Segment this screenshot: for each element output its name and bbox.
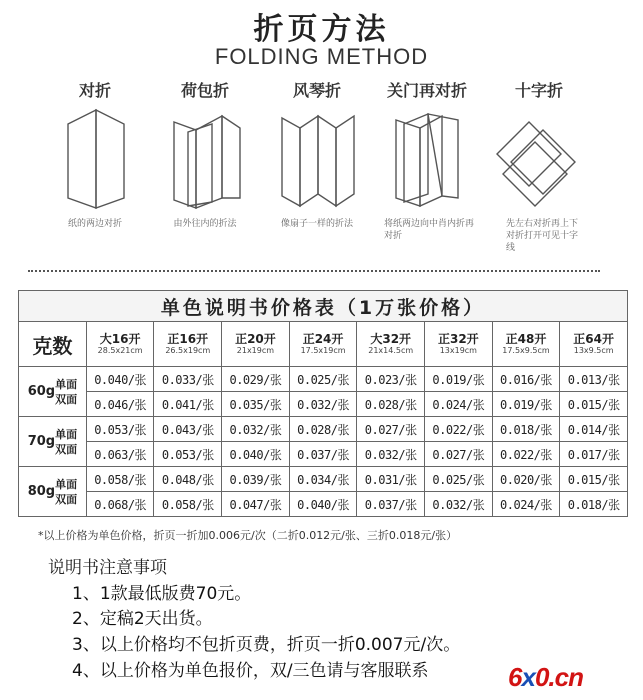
watermark-text: x xyxy=(521,662,535,692)
price-cell: 0.041/张 xyxy=(154,392,222,417)
method-name: 关门再对折 xyxy=(386,81,467,100)
price-cell: 0.025/张 xyxy=(289,367,357,392)
size-header xyxy=(492,322,560,367)
wallet-fold-icon xyxy=(160,102,250,214)
size-dim: 13x19cm xyxy=(439,346,477,355)
price-cell: 0.035/张 xyxy=(222,392,290,417)
method-desc: 纸的两边对折 xyxy=(67,219,122,229)
weight-cell xyxy=(19,367,87,417)
price-row xyxy=(19,442,628,467)
price-cell: 0.058/张 xyxy=(154,492,222,517)
size-header xyxy=(222,322,290,367)
price-cell: 0.034/张 xyxy=(289,467,357,492)
price-cell: 0.014/张 xyxy=(560,417,628,442)
size-header xyxy=(425,322,493,367)
method-desc: 先左右对折再上下对折打开可见十字线 xyxy=(506,219,579,253)
size-name: 大32开 xyxy=(370,332,412,346)
single-side-label: 单面 xyxy=(55,377,78,391)
price-cell: 0.028/张 xyxy=(289,417,357,442)
price-cell: 0.024/张 xyxy=(492,492,560,517)
price-cell: 0.019/张 xyxy=(492,392,560,417)
size-header xyxy=(357,322,425,367)
price-cell: 0.020/张 xyxy=(492,467,560,492)
size-dim: 13x9.5cm xyxy=(573,346,614,355)
weight-header: 克数 xyxy=(19,322,87,367)
price-cell: 0.018/张 xyxy=(560,492,628,517)
price-cell: 0.033/张 xyxy=(154,367,222,392)
method-desc: 像扇子一样的折法 xyxy=(280,219,353,229)
size-dim: 21x14.5cm xyxy=(368,346,414,355)
price-row xyxy=(19,392,628,417)
single-side-label: 单面 xyxy=(55,427,78,441)
half-fold-icon xyxy=(50,102,140,214)
price-cell: 0.013/张 xyxy=(560,367,628,392)
method-fold-half xyxy=(40,78,150,230)
single-side-label: 单面 xyxy=(55,477,78,491)
weight-label: 60g xyxy=(27,384,56,399)
price-cell: 0.025/张 xyxy=(425,467,493,492)
price-cell: 0.040/张 xyxy=(222,442,290,467)
method-desc: 由外往内的折法 xyxy=(173,219,237,229)
price-row xyxy=(19,492,628,517)
price-cell: 0.019/张 xyxy=(425,367,493,392)
price-cell: 0.032/张 xyxy=(289,392,357,417)
notice-title: 说明书注意事项 xyxy=(48,558,167,578)
double-side-label: 双面 xyxy=(55,442,78,456)
method-name: 十字折 xyxy=(514,81,563,100)
price-cell: 0.018/张 xyxy=(492,417,560,442)
notice-item: 3、以上价格均不包折页费，折页一折0.007元/次。 xyxy=(72,635,461,655)
size-header xyxy=(154,322,222,367)
notice-item: 1、1款最低版费70元。 xyxy=(72,584,252,604)
price-cell: 0.063/张 xyxy=(86,442,154,467)
price-cell: 0.032/张 xyxy=(222,417,290,442)
price-cell: 0.029/张 xyxy=(222,367,290,392)
method-name: 对折 xyxy=(78,81,111,100)
method-accordion-fold xyxy=(262,78,372,230)
size-dim: 17.5x9.5cm xyxy=(502,346,550,355)
size-name: 正48开 xyxy=(505,332,547,346)
price-cell: 0.037/张 xyxy=(289,442,357,467)
price-cell: 0.017/张 xyxy=(560,442,628,467)
side-labels xyxy=(55,477,77,507)
price-cell: 0.047/张 xyxy=(222,492,290,517)
size-name: 正16开 xyxy=(167,332,209,346)
price-cell: 0.027/张 xyxy=(425,442,493,467)
size-name: 大16开 xyxy=(99,332,141,346)
price-cell: 0.046/张 xyxy=(86,392,154,417)
side-labels xyxy=(55,377,77,407)
method-name: 荷包折 xyxy=(180,81,229,100)
page-subtitle: FOLDING METHOD xyxy=(214,44,429,69)
price-cell: 0.016/张 xyxy=(492,367,560,392)
price-note: *以上价格为单色价格，折页一折加0.006元/次（二折0.012元/张、三折0.018元/张） xyxy=(38,529,458,542)
size-name: 正24开 xyxy=(302,332,344,346)
method-gate-fold xyxy=(372,78,482,242)
size-dim: 26.5x19cm xyxy=(165,346,211,355)
double-side-label: 双面 xyxy=(55,492,78,506)
notice-item: 4、以上价格为单色报价，双/三色请与客服联系 xyxy=(72,661,429,681)
weight-cell xyxy=(19,467,87,517)
price-cell: 0.053/张 xyxy=(86,417,154,442)
cross-fold-icon xyxy=(489,102,589,214)
watermark-text: 0.cn xyxy=(534,662,583,692)
size-dim: 28.5x21cm xyxy=(97,346,143,355)
side-labels xyxy=(55,427,77,457)
price-cell: 0.027/张 xyxy=(357,417,425,442)
price-cell: 0.015/张 xyxy=(560,392,628,417)
price-cell: 0.015/张 xyxy=(560,467,628,492)
size-name: 正64开 xyxy=(573,332,614,346)
size-dim: 21x19cm xyxy=(236,346,275,355)
site-watermark xyxy=(508,662,583,693)
accordion-fold-icon xyxy=(272,102,362,214)
price-cell: 0.022/张 xyxy=(492,442,560,467)
price-body xyxy=(19,367,628,517)
page-title: 折页方法 xyxy=(253,12,390,47)
watermark-text: 6 xyxy=(508,662,522,692)
price-cell: 0.043/张 xyxy=(154,417,222,442)
size-dim: 17.5x19cm xyxy=(300,346,346,355)
price-row xyxy=(19,417,628,442)
weight-cell xyxy=(19,417,87,467)
size-header xyxy=(560,322,628,367)
method-wallet-fold xyxy=(150,78,260,230)
method-cross-fold xyxy=(484,78,594,254)
double-side-label: 双面 xyxy=(55,392,78,406)
price-cell: 0.024/张 xyxy=(425,392,493,417)
weight-label: 70g xyxy=(27,434,56,449)
price-table xyxy=(18,290,628,517)
price-table-title: 单色说明书价格表（1万张价格） xyxy=(19,291,628,322)
price-cell: 0.023/张 xyxy=(357,367,425,392)
price-cell: 0.028/张 xyxy=(357,392,425,417)
price-cell: 0.022/张 xyxy=(425,417,493,442)
price-cell: 0.040/张 xyxy=(289,492,357,517)
price-cell: 0.037/张 xyxy=(357,492,425,517)
price-cell: 0.032/张 xyxy=(425,492,493,517)
gate-fold-icon xyxy=(382,102,472,214)
dotted-divider xyxy=(28,270,600,272)
price-cell: 0.053/张 xyxy=(154,442,222,467)
size-header xyxy=(289,322,357,367)
price-cell: 0.048/张 xyxy=(154,467,222,492)
notice-item: 2、定稿2天出货。 xyxy=(72,609,213,629)
price-cell: 0.068/张 xyxy=(86,492,154,517)
price-row xyxy=(19,467,628,492)
size-header-row xyxy=(19,322,628,367)
price-cell: 0.039/张 xyxy=(222,467,290,492)
method-desc: 将纸两边向中肖内折再对折 xyxy=(384,219,475,241)
price-cell: 0.032/张 xyxy=(357,442,425,467)
price-row xyxy=(19,367,628,392)
method-name: 风琴折 xyxy=(292,81,341,100)
price-cell: 0.058/张 xyxy=(86,467,154,492)
size-header xyxy=(86,322,154,367)
price-cell: 0.040/张 xyxy=(86,367,154,392)
weight-label: 80g xyxy=(27,484,56,499)
size-name: 正20开 xyxy=(235,332,276,346)
price-cell: 0.031/张 xyxy=(357,467,425,492)
size-name: 正32开 xyxy=(437,332,479,346)
